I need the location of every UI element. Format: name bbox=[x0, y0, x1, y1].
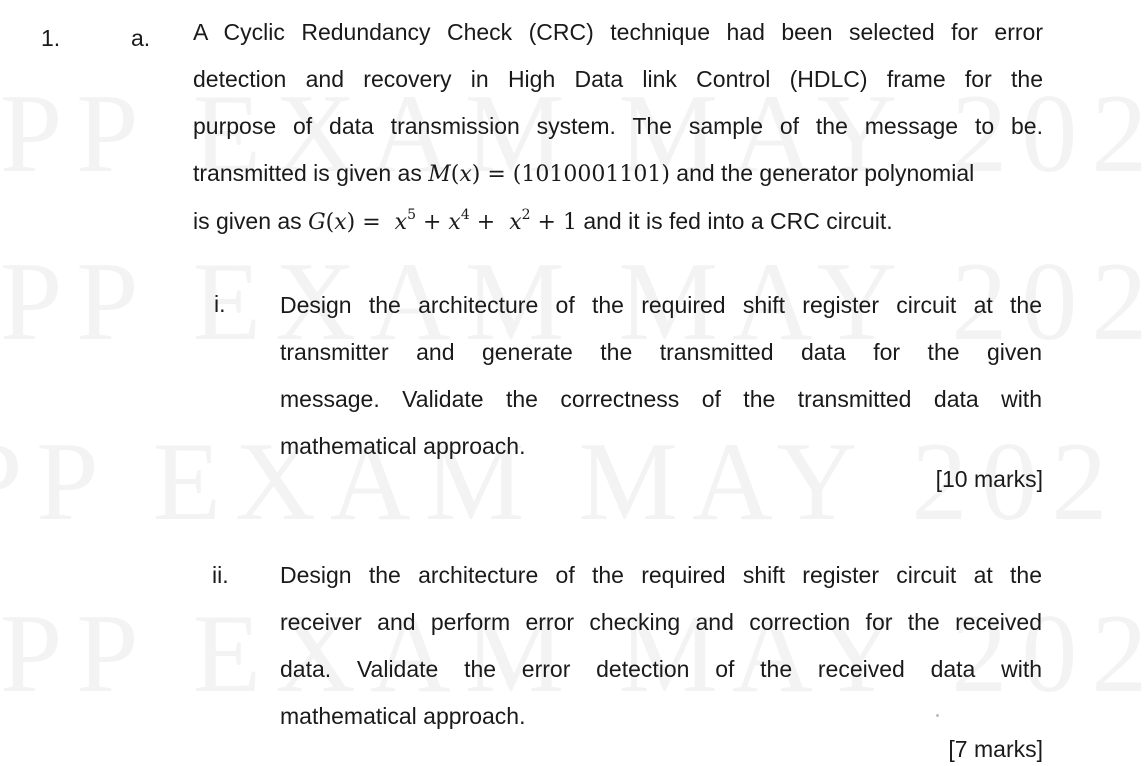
sub-question-line: Design the architecture of the required shift register circuit at the bbox=[280, 292, 1042, 318]
scan-speck bbox=[936, 714, 939, 717]
sub-question-line: mathematical approach. bbox=[280, 703, 526, 729]
sub-question-line: data. Validate the error detection of the received data with bbox=[280, 656, 1042, 682]
sub-question-label: i. bbox=[214, 291, 226, 317]
watermark-text bbox=[0, 418, 113, 547]
generator-polynomial: $G(x) = x^5 + x^4 + x^2 + 1$ bbox=[308, 207, 577, 235]
intro-text: and it is fed into a CRC circuit. bbox=[583, 208, 893, 234]
intro-line: A Cyclic Redundancy Check (CRC) technique had been selected for error bbox=[193, 19, 1043, 45]
marks-label: [7 marks] bbox=[948, 736, 1043, 762]
question-number: 1. bbox=[41, 25, 61, 51]
watermark-text bbox=[0, 70, 153, 199]
sub-question-line: Design the architecture of the required shift register circuit at the bbox=[280, 562, 1042, 588]
sub-question-line: transmitter and generate the transmitted data for the given bbox=[280, 339, 1042, 365]
marks-label: [10 marks] bbox=[935, 466, 1043, 492]
watermark-text bbox=[0, 238, 153, 367]
question-intro bbox=[193, 9, 1043, 246]
sub-question-line: receiver and perform error checking and correction for the received bbox=[280, 609, 1042, 635]
question-part-label: a. bbox=[131, 25, 151, 51]
intro-line-generator bbox=[193, 198, 1043, 246]
intro-line: purpose of data transmission system. The sample of the message to be. bbox=[193, 113, 1043, 139]
intro-text: and the generator polynomial bbox=[676, 160, 975, 186]
sub-question-i bbox=[280, 282, 1042, 470]
sub-question-label: ii. bbox=[212, 562, 229, 588]
sub-question-ii bbox=[280, 552, 1042, 740]
intro-line: detection and recovery in High Data link Control (HDLC) frame for the bbox=[193, 66, 1043, 92]
message-polynomial: M(x) = (1010001101) bbox=[428, 162, 670, 187]
watermark-text bbox=[0, 590, 153, 719]
sub-question-line: message. Validate the correctness of the transmitted data with bbox=[280, 386, 1042, 412]
intro-text: transmitted is given as bbox=[193, 160, 422, 186]
intro-line-message bbox=[193, 150, 1043, 198]
sub-question-line: mathematical approach. bbox=[280, 433, 526, 459]
intro-text: is given as bbox=[193, 208, 302, 234]
